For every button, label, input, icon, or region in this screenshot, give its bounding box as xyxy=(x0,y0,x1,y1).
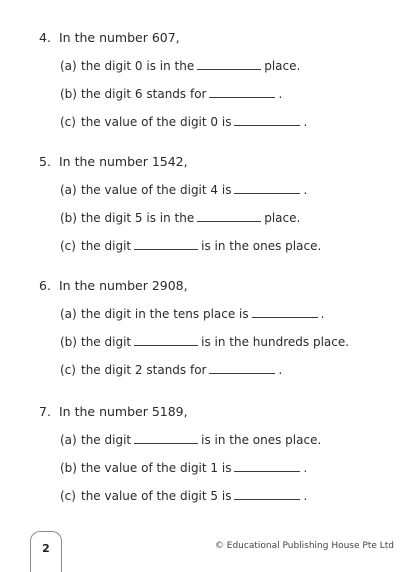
question-number: 6. xyxy=(39,278,51,293)
copyright-notice: © Educational Publishing House Pte Ltd xyxy=(214,541,394,551)
answer-blank[interactable] xyxy=(252,307,318,318)
answer-blank[interactable] xyxy=(197,59,261,70)
question-number: 4. xyxy=(39,30,51,45)
part-text-after: . xyxy=(278,363,283,377)
part-text xyxy=(81,489,307,503)
part-text xyxy=(81,363,282,377)
part-label: (a) xyxy=(60,59,77,73)
part-label: (c) xyxy=(60,489,76,503)
part-text xyxy=(81,211,300,225)
part-text-before: the digit xyxy=(81,433,132,447)
part-text-before: the value of the digit 4 is xyxy=(81,183,232,197)
part-text-after: place. xyxy=(264,59,301,73)
part-label: (c) xyxy=(60,363,76,377)
part-label: (b) xyxy=(60,461,77,475)
question-stem: In the number 1542, xyxy=(59,154,188,169)
part-label: (a) xyxy=(60,433,77,447)
part-text-after: . xyxy=(303,461,308,475)
question-stem: In the number 607, xyxy=(59,30,180,45)
page-number: 2 xyxy=(42,542,50,555)
question-stem: In the number 2908, xyxy=(59,278,188,293)
part-text-after: . xyxy=(303,183,308,197)
part-text-before: the digit 2 stands for xyxy=(81,363,207,377)
part-text-before: the digit 6 stands for xyxy=(81,87,207,101)
answer-blank[interactable] xyxy=(209,363,275,374)
answer-blank[interactable] xyxy=(234,115,300,126)
answer-blank[interactable] xyxy=(234,461,300,472)
part-text-after: place. xyxy=(264,211,301,225)
page-number-tab xyxy=(30,531,62,572)
question-stem: In the number 5189, xyxy=(59,404,188,419)
part-text xyxy=(81,335,349,349)
part-text-after: . xyxy=(303,489,308,503)
part-text-after: is in the ones place. xyxy=(201,433,322,447)
answer-blank[interactable] xyxy=(134,335,198,346)
part-text-before: the value of the digit 1 is xyxy=(81,461,232,475)
part-text xyxy=(81,307,324,321)
question-number: 7. xyxy=(39,404,51,419)
part-text-before: the value of the digit 0 is xyxy=(81,115,232,129)
part-text xyxy=(81,461,307,475)
part-text xyxy=(81,87,282,101)
part-text xyxy=(81,59,300,73)
answer-blank[interactable] xyxy=(134,239,198,250)
part-text-after: . xyxy=(278,87,283,101)
part-text xyxy=(81,239,321,253)
part-text-before: the value of the digit 5 is xyxy=(81,489,232,503)
part-label: (b) xyxy=(60,87,77,101)
answer-blank[interactable] xyxy=(197,211,261,222)
part-label: (b) xyxy=(60,335,77,349)
answer-blank[interactable] xyxy=(209,87,275,98)
part-label: (c) xyxy=(60,239,76,253)
answer-blank[interactable] xyxy=(234,183,300,194)
part-text-after: . xyxy=(303,115,308,129)
part-text-before: the digit 5 is in the xyxy=(81,211,195,225)
part-text-before: the digit xyxy=(81,239,132,253)
part-label: (a) xyxy=(60,183,77,197)
part-text-after: is in the ones place. xyxy=(201,239,322,253)
question-number: 5. xyxy=(39,154,51,169)
part-label: (c) xyxy=(60,115,76,129)
part-label: (b) xyxy=(60,211,77,225)
part-text-before: the digit xyxy=(81,335,132,349)
part-text-after: is in the hundreds place. xyxy=(201,335,350,349)
part-text-after: . xyxy=(320,307,325,321)
answer-blank[interactable] xyxy=(134,433,198,444)
part-text xyxy=(81,433,321,447)
part-text-before: the digit 0 is in the xyxy=(81,59,195,73)
part-text xyxy=(81,183,307,197)
part-text xyxy=(81,115,307,129)
part-label: (a) xyxy=(60,307,77,321)
answer-blank[interactable] xyxy=(234,489,300,500)
part-text-before: the digit in the tens place is xyxy=(81,307,249,321)
